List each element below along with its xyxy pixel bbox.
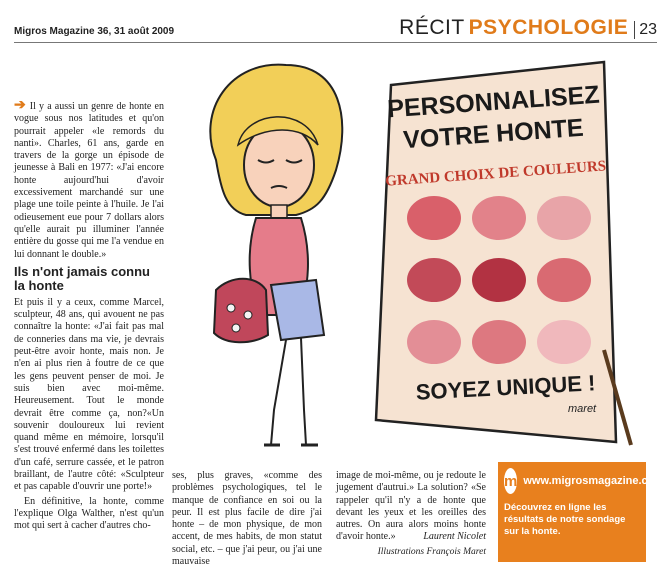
- illustration: [176, 50, 646, 455]
- section-prefix: RÉCIT: [399, 16, 465, 39]
- color-swatches: [407, 196, 591, 364]
- woman-figure: [210, 65, 342, 445]
- color-swatch: [537, 196, 591, 240]
- color-swatch: [472, 320, 526, 364]
- paragraph: ses, plus graves, «comme des problèmes psychologiques, tel le manque de confiance en soi ou la peur. Il est plus facile de dire j'ai honte – de mon physique, de mon accent, de mes habits, de mon statut social, etc. – que j'ai peur, ou j'ai une mauvaise: [172, 470, 322, 568]
- website-promo-box[interactable]: [498, 462, 655, 562]
- section-header: [399, 16, 657, 40]
- artist-signature: maret: [568, 403, 597, 415]
- color-swatch: [537, 258, 591, 302]
- color-swatch: [407, 320, 461, 364]
- section-title: PSYCHOLOGIE: [468, 16, 629, 39]
- website-link[interactable]: www.migrosmagazine.ch: [523, 475, 655, 487]
- color-swatch: [407, 258, 461, 302]
- color-swatch: [472, 196, 526, 240]
- sign-line-2: VOTRE HONTE: [402, 113, 585, 155]
- illustration-credit: Illustrations François Maret: [377, 546, 486, 557]
- promo-text: Découvrez en ligne les résultats de notre sondage sur la honte.: [504, 502, 626, 537]
- magazine-issue: Migros Magazine 36, 31 août 2009: [14, 26, 175, 37]
- paragraph: image de moi-même, ou je redoute le jugement d'autrui.» La solution? «Se rappeler qu'il n'y a de honte que devant les yeux et les oreilles des autres. On aura alors moins honte d'avoir honte.» Laurent Nicolet: [336, 470, 486, 543]
- page-number: 23: [634, 21, 657, 39]
- color-swatch: [537, 320, 591, 364]
- article-column-3: [336, 470, 486, 560]
- sign-line-1: PERSONNALISEZ: [386, 80, 601, 124]
- header-rule: [14, 42, 657, 43]
- arrow-icon: ➔: [14, 96, 26, 112]
- article-column-2: [172, 470, 322, 570]
- article-column-1: [14, 98, 164, 535]
- color-swatch: [407, 196, 461, 240]
- paragraph: En définitive, la honte, comme l'explique Olga Walther, n'est qu'un mot qui sert à cacher d'autres cho-: [14, 495, 164, 532]
- color-swatch: [472, 258, 526, 302]
- subheading: Ils n'ont jamais connu la honte: [14, 263, 150, 293]
- sign-subtitle: GRAND CHOIX DE COULEURS: [384, 158, 607, 190]
- author-signature: Laurent Nicolet: [423, 531, 486, 543]
- magazine-logo-icon: m: [504, 468, 517, 494]
- paragraph: ➔ Il y a aussi un genre de honte en vogue sous nos latitudes et qu'on pourrait appeler «le remords du nanti». Charles, 61 ans, garde en travers de la gorge un épisode de jeunesse à Bali en 1977: «J'ai encore honte aujourd'hui d'avoir excessivement marchandé sur une plage une toile peinte à l'huile. Je l'ai odieusement eue pour 7 dollars alors qu'elle aurait pu illuminer l'année entière du gosse qui me l'a vendue en lui donnant le double.»: [14, 96, 164, 260]
- paragraph: Et puis il y a ceux, comme Marcel, sculpteur, 48 ans, qui avouent ne pas connaître la honte: «J'ai fait pas mal de conneries dans ma vie, je devrais peut-être avoir honte, mais non. Je n'en ai plus rien à foutre de ce que les gens peuvent penser de moi. Je suis bien avec moi-même. Heureusement. Tout le monde devrait être comme ça, non?«Un souvenir douloureux lui revient quand même en mémoire, lorsqu'il s'est trouvé enfermé dans les toilettes d'un café, serrure cassée, et le patron braillant, de l'autre côté: «Sculpteur et pas capable d'ouvrir une porte!»: [14, 296, 164, 493]
- sign-footer: SOYEZ UNIQUE !: [415, 370, 596, 405]
